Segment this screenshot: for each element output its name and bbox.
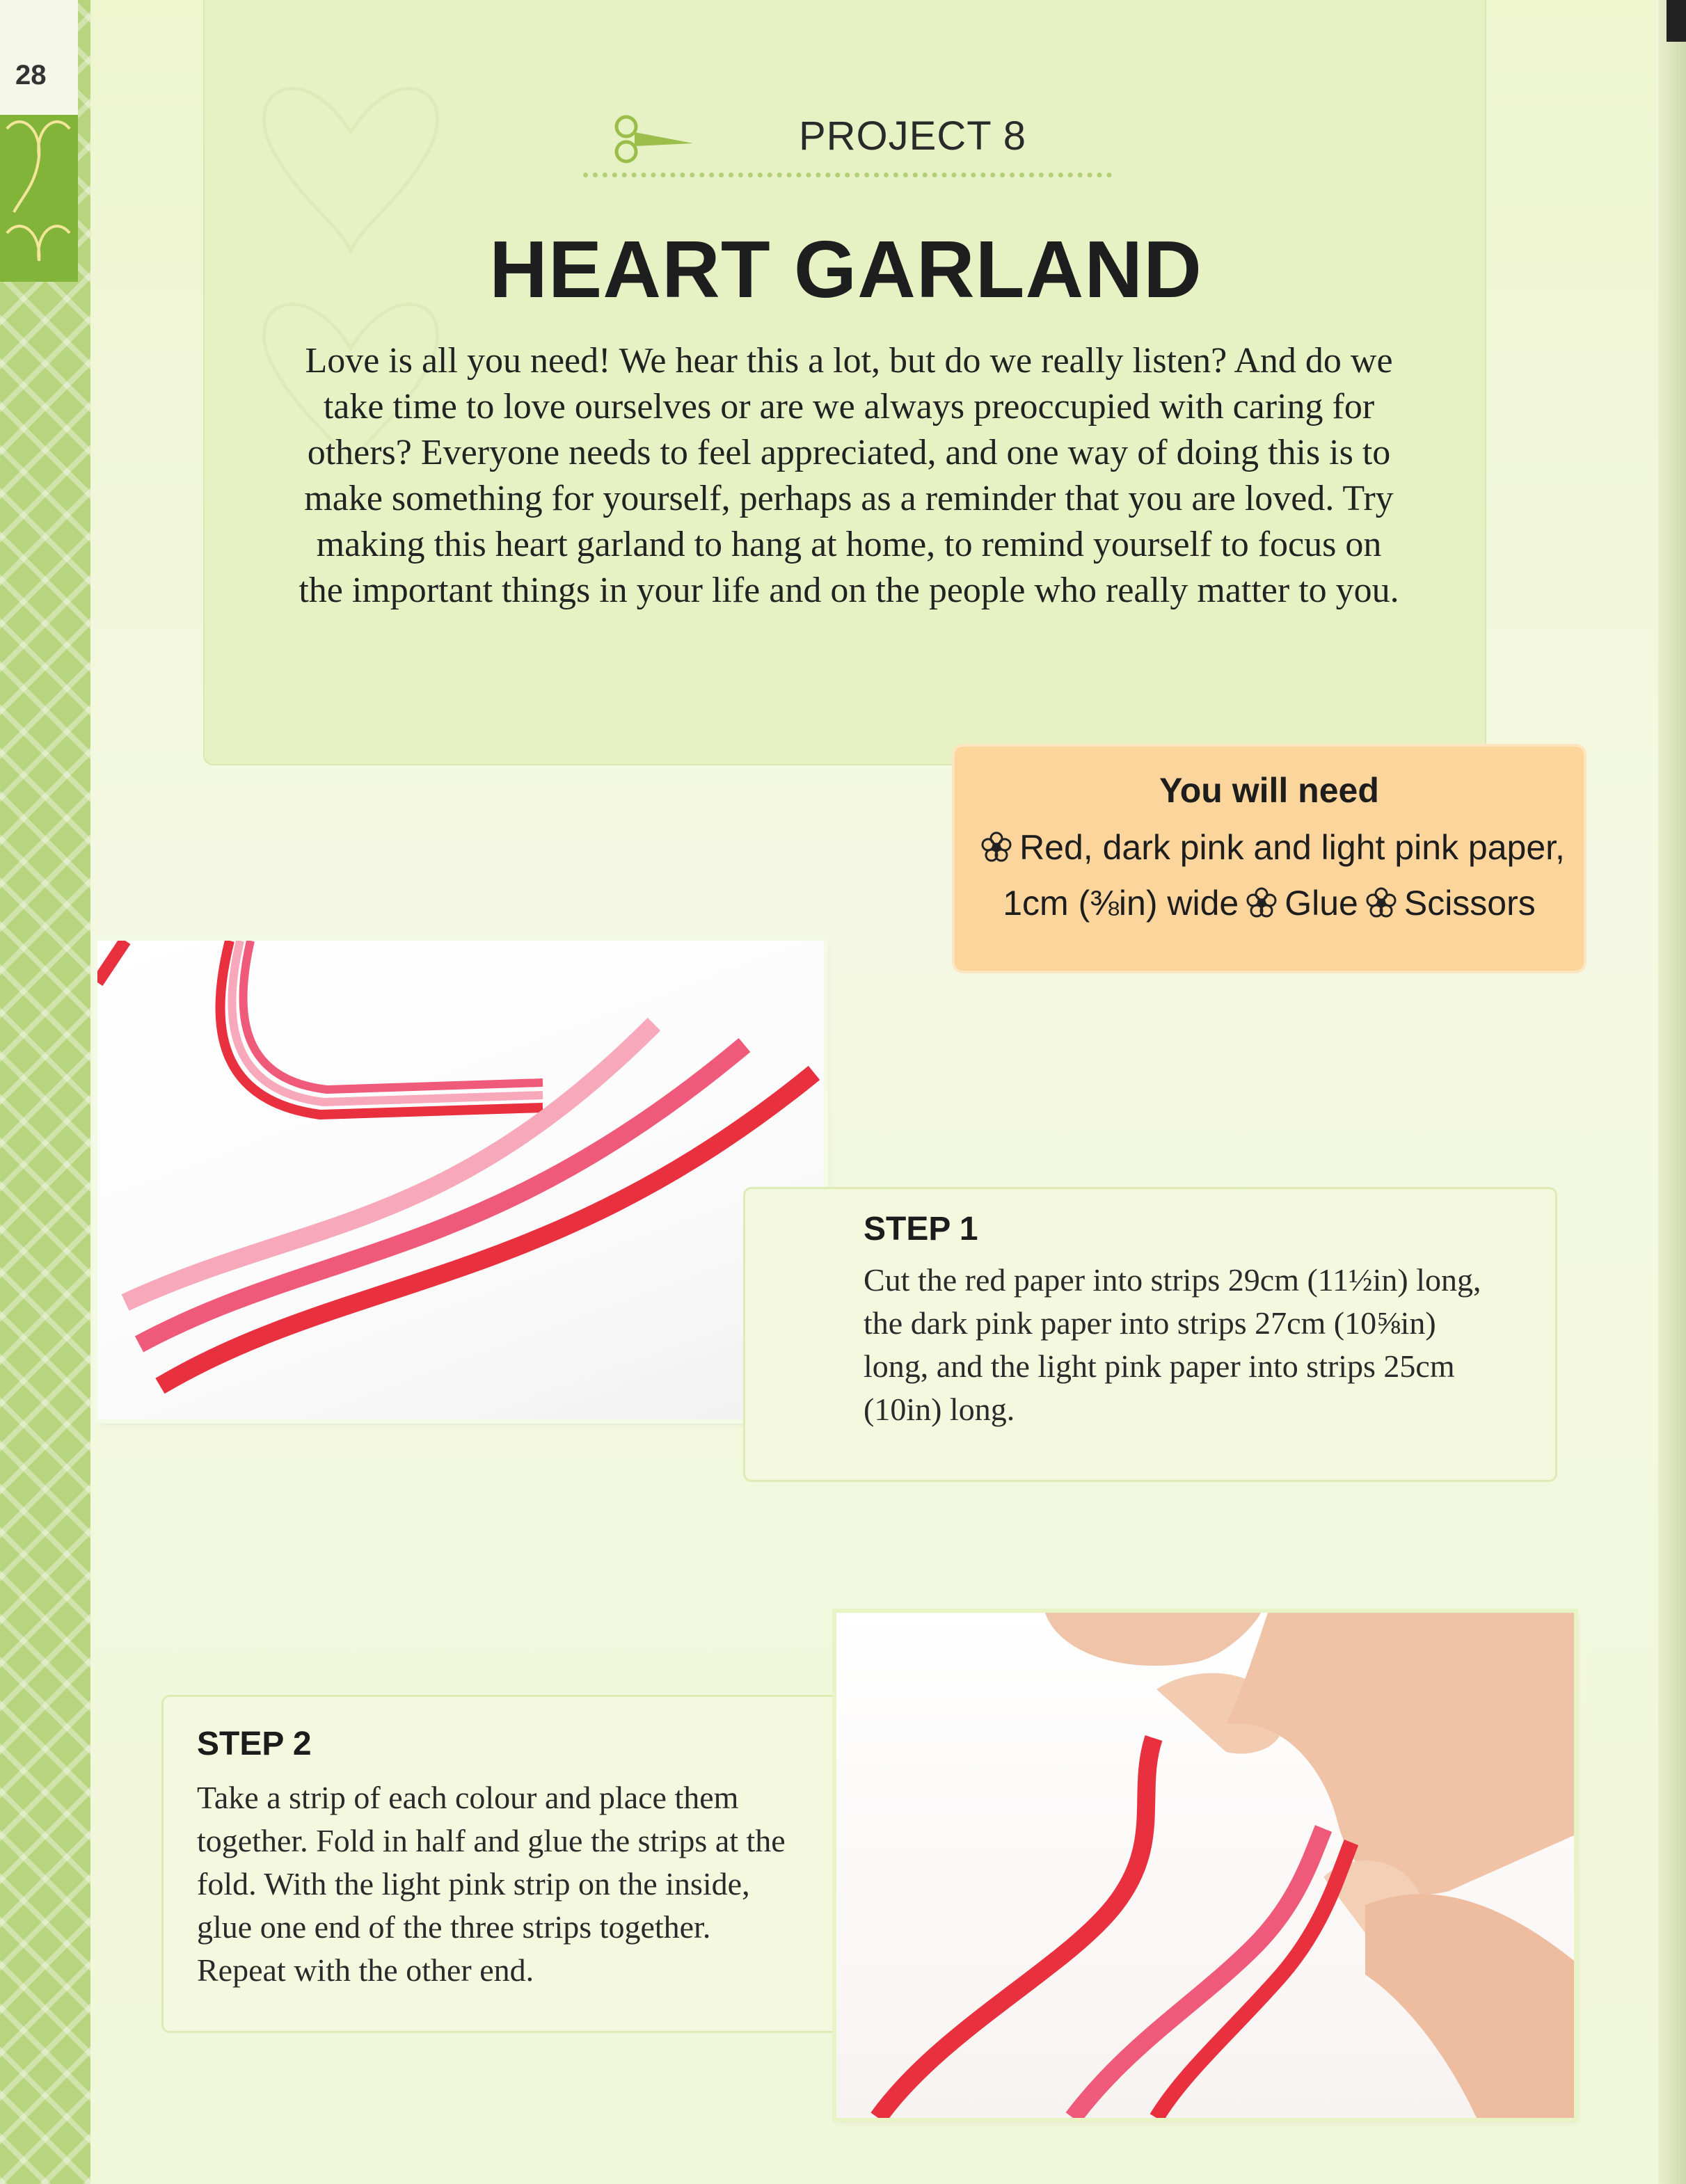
materials-item: Scissors [1403,884,1536,923]
page-title: HEART GARLAND [489,224,1202,314]
intro-line: make something for yourself, perhaps as a reminder that you are loved. Try [304,479,1394,518]
page-number: 28 [15,60,47,90]
step1-box [743,1187,1557,1482]
materials-item: Glue [1285,884,1358,923]
step2-box [161,1695,870,2033]
paper-strips-illustration [97,941,824,1419]
step1-line: the dark pink paper into strips 27cm (10⅝in) [864,1305,1436,1341]
materials-box [955,747,1584,971]
page-gutter [1658,0,1686,2184]
intro-line: others? Everyone needs to feel appreciated, and one way of doing this is to [307,433,1391,472]
flower-icon [980,831,1012,863]
step1-photo [97,941,824,1419]
step2-line: Repeat with the other end. [197,1952,534,1988]
intro-line: making this heart garland to hang at home, to remind yourself to focus on [316,525,1382,564]
step1-title: STEP 1 [864,1211,978,1248]
materials-line [969,827,1570,868]
step1-text [864,1259,1545,1431]
flower-icon [1246,887,1278,919]
hands-gluing-strips-illustration [836,1613,1574,2118]
flower-icon [1365,887,1397,919]
materials-line [969,883,1570,923]
intro-line: the important things in your life and on the people who really matter to you. [299,571,1399,610]
materials-item: Red, dark pink and light pink paper, [1019,828,1565,867]
binding-corner [1667,0,1686,42]
project-label: PROJECT 8 [798,113,1026,159]
intro-line: Love is all you need! We hear this a lot, but do we really listen? And do we [305,341,1393,381]
decorative-side-strip [0,0,90,2184]
intro-paragraph [257,338,1440,614]
step2-line: glue one end of the three strips together. [197,1909,711,1945]
intro-line: take time to love ourselves or are we always preoccupied with caring for [323,387,1375,427]
step2-line: Take a strip of each colour and place them [197,1780,739,1815]
step1-line: Cut the red paper into strips 29cm (11½in) long, [864,1262,1481,1298]
step2-title: STEP 2 [197,1725,312,1762]
step2-text [197,1776,851,1992]
step2-photo [836,1613,1574,2118]
step2-line: fold. With the light pink strip on the inside, [197,1866,750,1902]
step2-line: together. Fold in half and glue the strips at the [197,1823,786,1858]
dotted-divider [583,173,1112,177]
step1-line: long, and the light pink paper into strips 25cm [864,1348,1455,1384]
materials-title: You will need [1159,771,1379,810]
materials-item: 1cm (⅜in) wide [1003,884,1239,923]
step1-line: (10in) long. [864,1392,1015,1427]
page-number-area [0,0,78,115]
